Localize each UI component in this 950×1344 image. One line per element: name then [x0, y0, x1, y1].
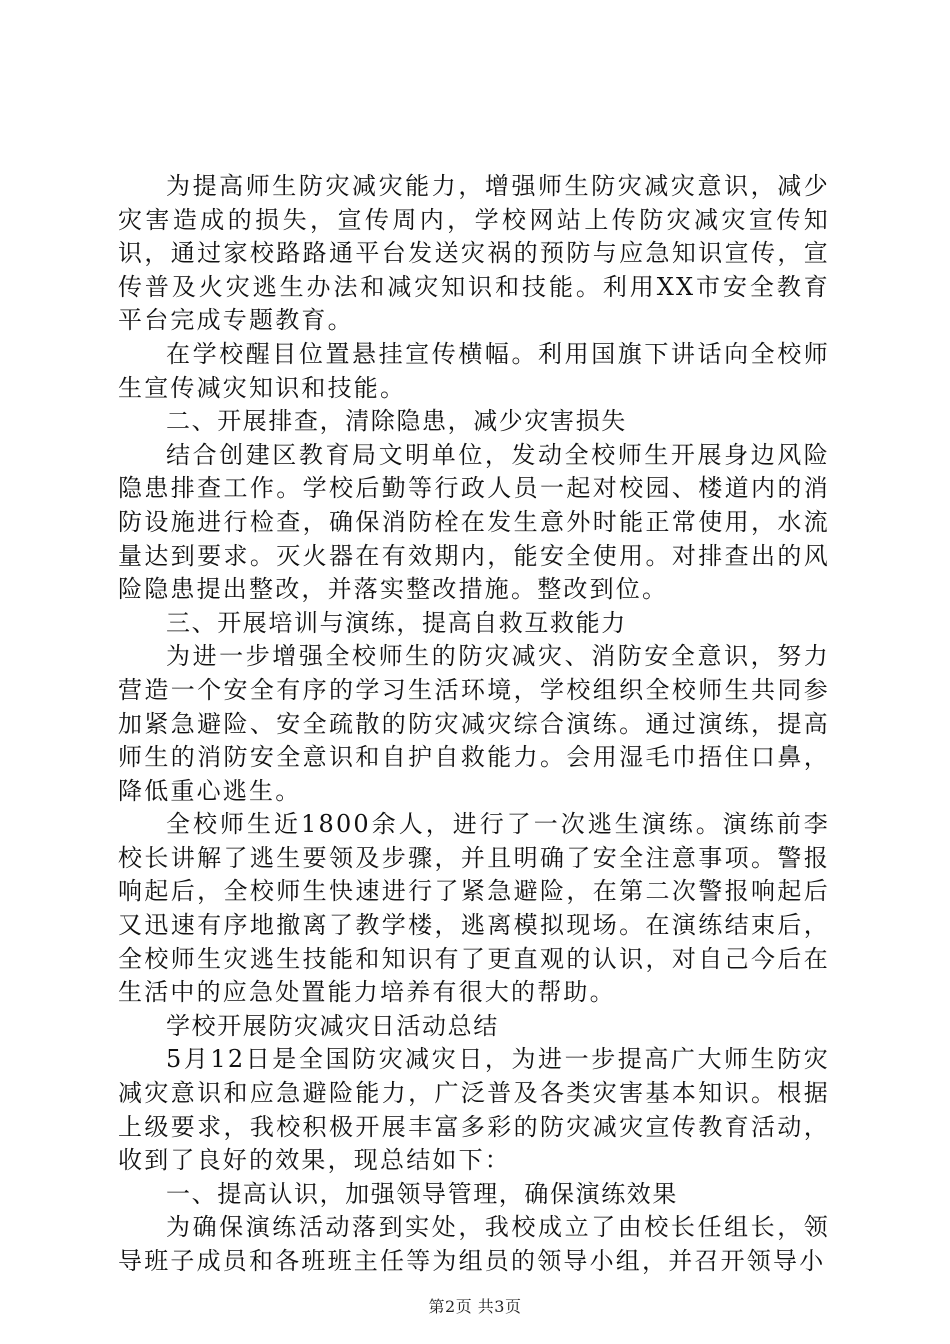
- paragraph-banner: 在学校醒目位置悬挂宣传横幅。利用国旗下讲话向全校师生宣传减灾知识和技能。: [118, 339, 830, 402]
- document-body: [118, 170, 830, 1279]
- paragraph-leadership: 为确保演练活动落到实处，我校成立了由校长任组长，领导班子成员和各班班主任等为组员的领导小组，并召开领导小: [118, 1213, 830, 1275]
- paragraph-summary-intro: 5月12日是全国防灾减灾日，为进一步提高广大师生防灾减灾意识和应急避险能力，广泛普及各类灾害基本知识。根据上级要求，我校积极开展丰富多彩的防灾减灾宣传教育活动，收到了良好的效果，现总结如下：: [118, 1045, 830, 1175]
- summary-title: 学校开展防灾减灾日活动总结: [166, 1011, 499, 1040]
- page-number-footer: 第2页 共3页: [428, 1297, 522, 1316]
- paragraph-drill: 全校师生近1800余人，进行了一次逃生演练。演练前李校长讲解了逃生要领及步骤，并且明确了安全注意事项。警报响起后，全校师生快速进行了紧急避险，在第二次警报响起后又迅速有序地撤离了教学楼，逃离模拟现场。在演练结束后，全校师生灾逃生技能和知识有了更直观的认识，对自己今后在生活中的应急处置能力培养有很大的帮助。: [118, 810, 830, 1007]
- section-heading-inspection: 二、开展排查，清除隐患，减少灾害损失: [166, 407, 627, 436]
- paragraph-propaganda: 为提高师生防灾减灾能力，增强师生防灾减灾意识，减少灾害造成的损失，宣传周内，学校网站上传防灾减灾宣传知识，通过家校路路通平台发送灾祸的预防与应急知识宣传，宣传普及火灾逃生办法和减灾知识和技能。利用XX市安全教育平台完成专题教育。: [118, 172, 830, 335]
- section-heading-leadership: 一、提高认识，加强领导管理，确保演练效果: [166, 1179, 678, 1208]
- paragraph-training: 为进一步增强全校师生的防灾减灾、消防安全意识，努力营造一个安全有序的学习生活环境，学校组织全校师生共同参加紧急避险、安全疏散的防灾减灾综合演练。通过演练，提高师生的消防安全意识和自护自救能力。会用湿毛巾捂住口鼻，降低重心逃生。: [118, 642, 830, 805]
- paragraph-inspection: 结合创建区教育局文明单位，发动全校师生开展身边风险隐患排查工作。学校后勤等行政人员一起对校园、楼道内的消防设施进行检查，确保消防栓在发生意外时能正常使用，水流量达到要求。灭火器在有效期内，能安全使用。对排查出的风险隐患提出整改，并落实整改措施。整改到位。: [118, 440, 830, 604]
- section-heading-training: 三、开展培训与演练，提高自救互救能力: [166, 608, 627, 637]
